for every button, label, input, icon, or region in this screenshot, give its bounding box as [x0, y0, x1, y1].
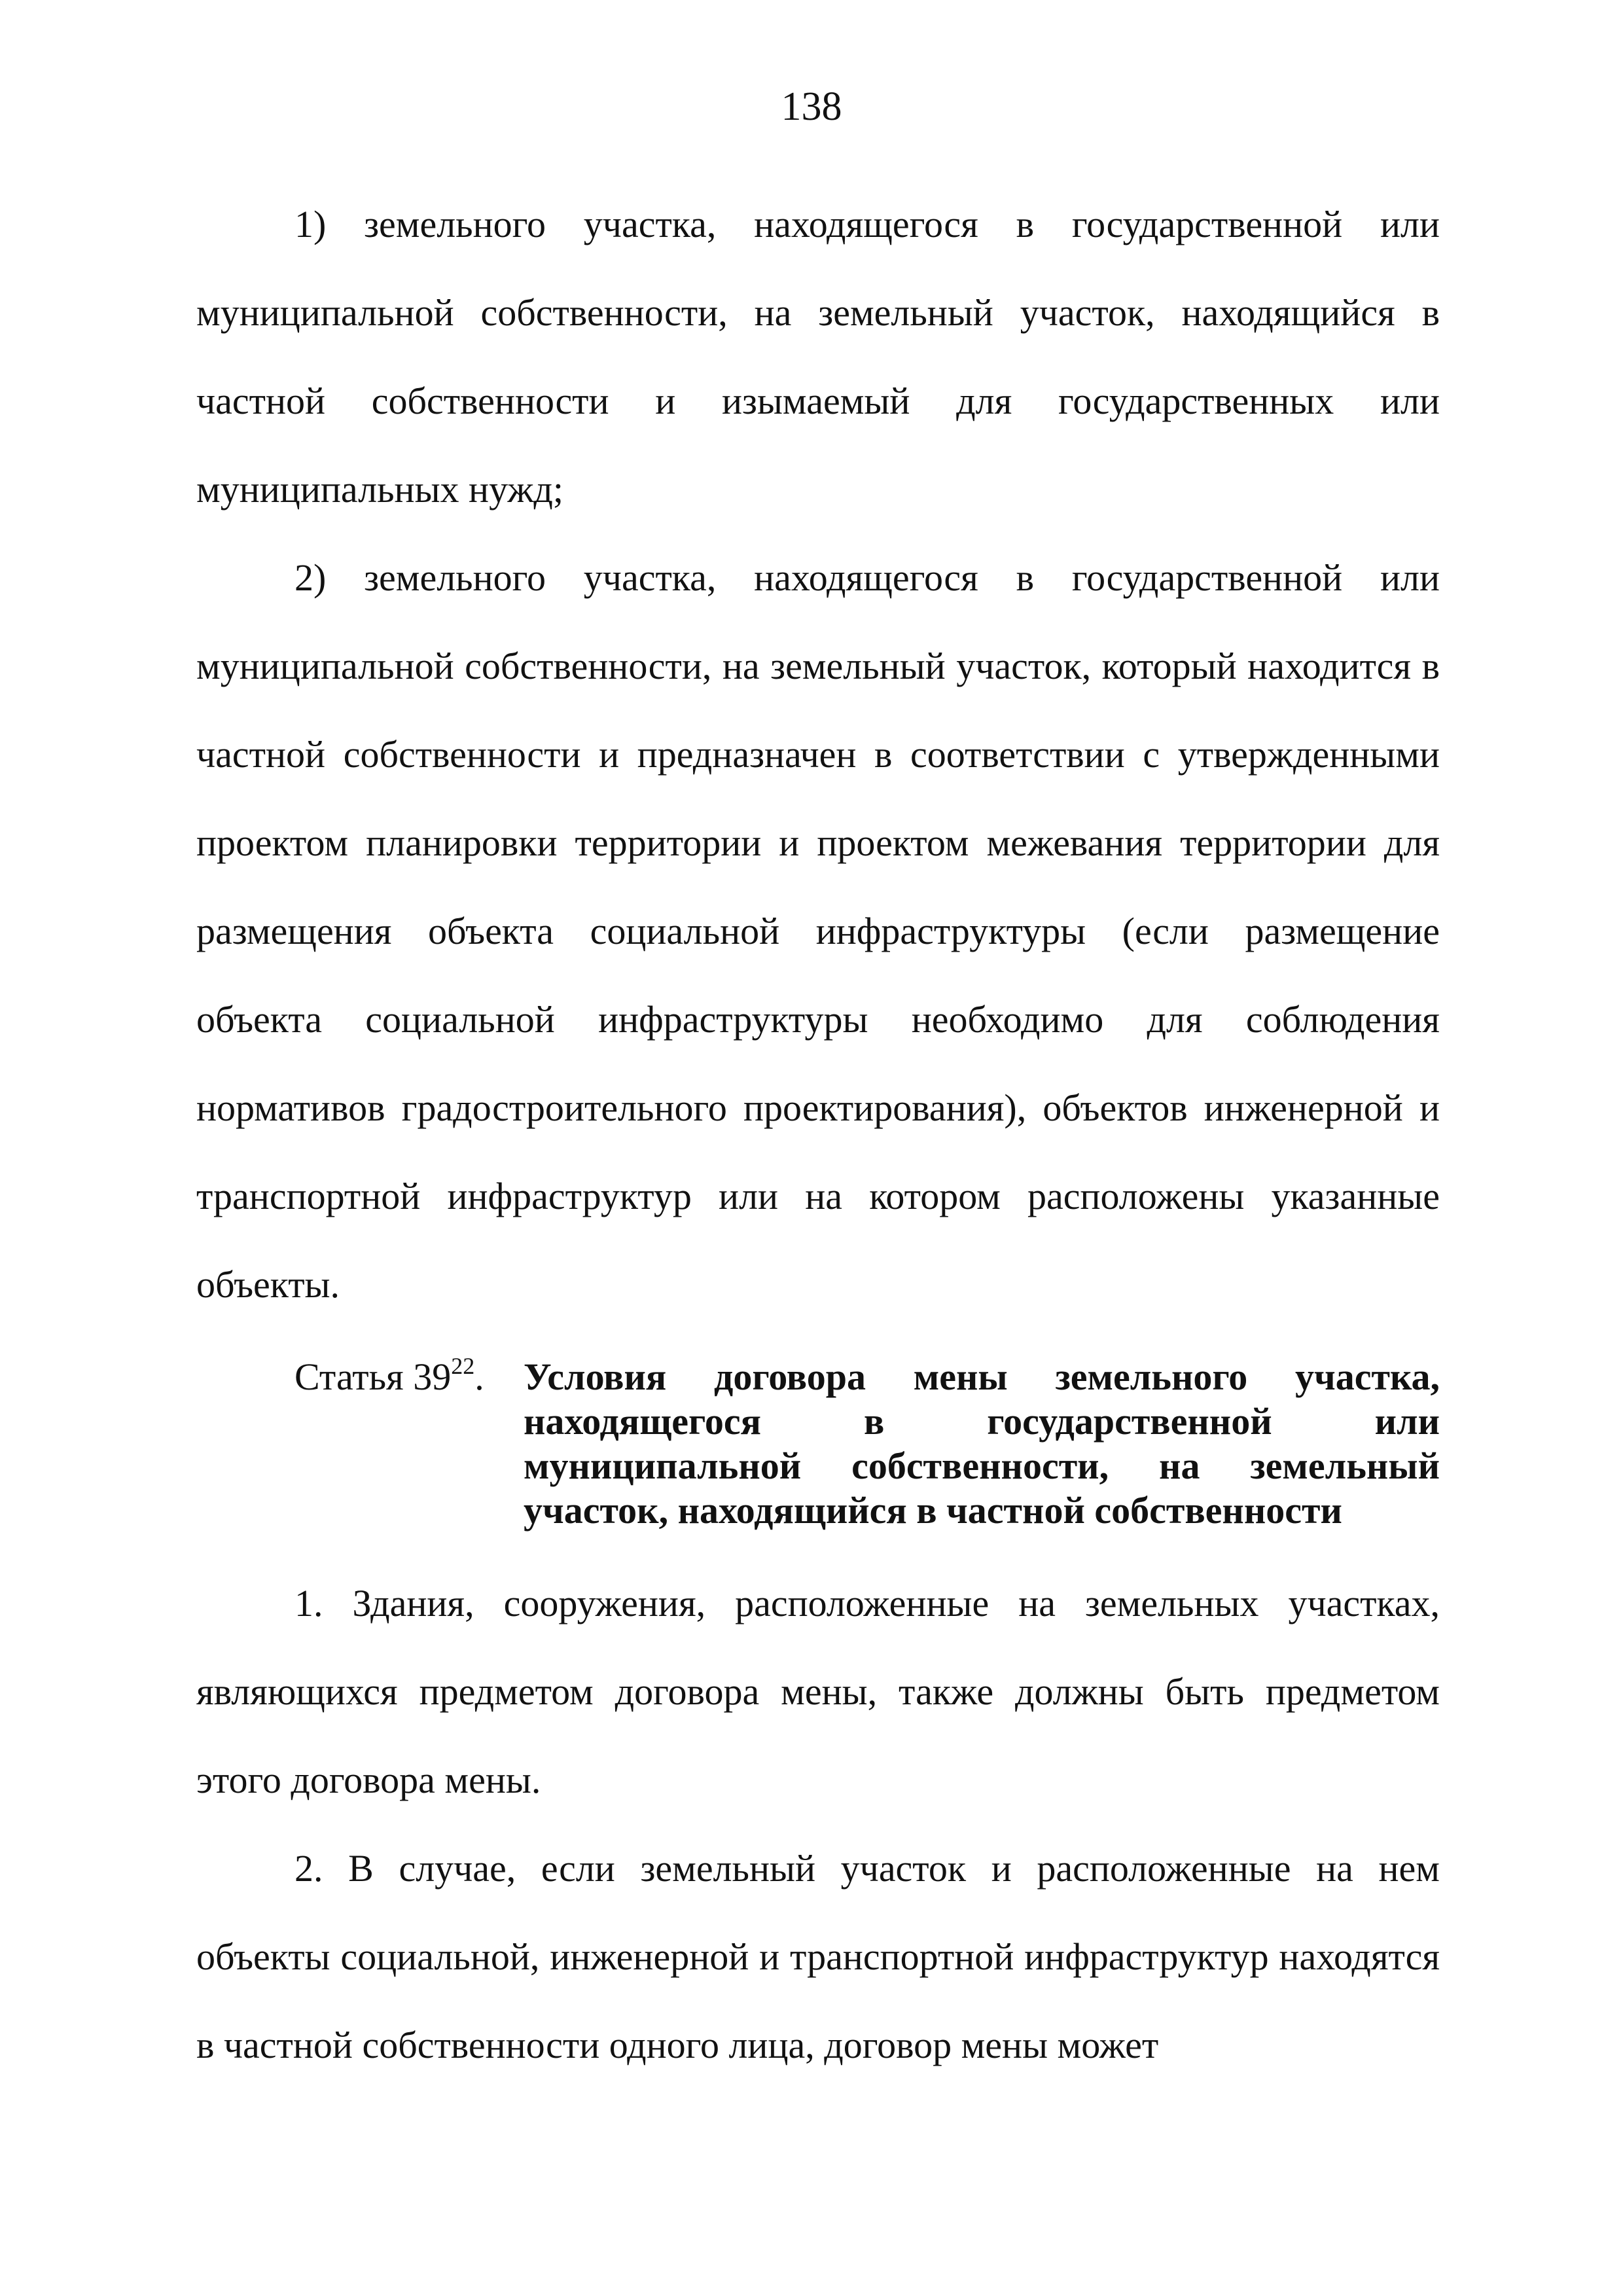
- list-item-1: 1) земельного участка, находящегося в государственной или муниципальной собственности, на земельный участок, находящийся в частной собственности и изымаемый для государственных или муниципальных нужд;: [196, 203, 1440, 511]
- article-number-superscript: 22: [451, 1353, 475, 1379]
- article-number-suffix: .: [474, 1355, 484, 1398]
- document-body: [196, 180, 1440, 2089]
- article-paragraph-1: 1. Здания, сооружения, расположенные на земельных участках, являющихся предметом договора мены, также должны быть предметом этого договора мены.: [196, 1582, 1440, 1801]
- list-item-2: 2) земельного участка, находящегося в государственной или муниципальной собственности, на земельный участок, который находится в частной собственности и предназначен в соответствии с утвержденными проектом планировки территории и проектом межевания территории для размещения объекта социальной инфраструктуры (если размещение объекта социальной инфраструктуры необходимо для соблюдения нормативов градостроительного проектирования), объектов инженерной и транспортной инфраструктур или на котором расположены указанные объекты.: [196, 556, 1440, 1306]
- page-number: 138: [781, 84, 842, 129]
- article-number-prefix: Статья 39: [294, 1355, 452, 1398]
- article-number: [294, 1355, 524, 1533]
- article-heading: [196, 1355, 1440, 1533]
- article-paragraph-2: 2. В случае, если земельный участок и расположенные на нем объекты социальной, инженерной и транспортной инфраструктур находятся в частной собственности одного лица, договор мены может: [196, 1847, 1440, 2066]
- article-title: Условия договора мены земельного участка, находящегося в государственной или муниципальной собственности, на земельный участок, находящийся в частной собственности: [524, 1355, 1440, 1532]
